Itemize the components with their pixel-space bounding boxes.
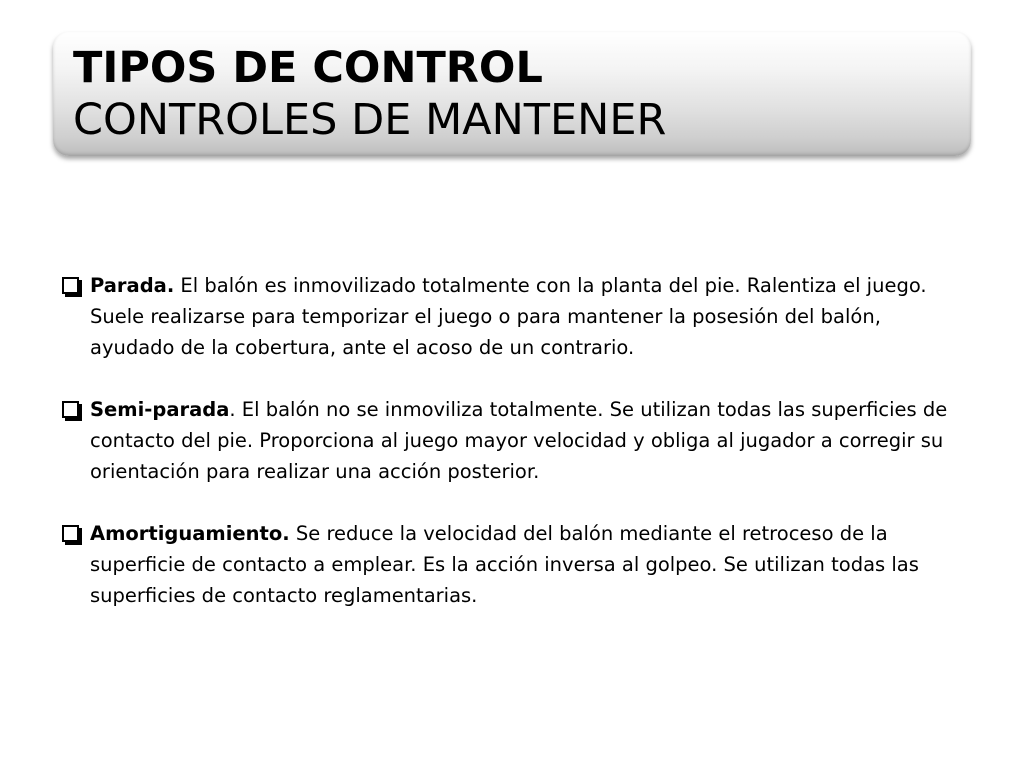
square-bullet-icon [62, 401, 79, 418]
slide-title: TIPOS DE CONTROL [73, 43, 543, 93]
list-item-semi-parada [62, 394, 962, 487]
title-banner [53, 32, 971, 156]
list-item-parada [62, 270, 962, 363]
square-bullet-icon [62, 277, 79, 294]
square-bullet-icon [62, 525, 79, 542]
bullet-term: Semi-parada [90, 398, 230, 421]
bullet-text: El balón es inmovilizado totalmente con la planta del pie. Ralentiza el juego. Suele realizarse para temporizar el juego o para mantener la posesión del balón, ayudado de la cobertura, ante el acoso de un contrario. [90, 274, 927, 359]
bullet-term: Parada. [90, 274, 175, 297]
bullet-text: . El balón no se inmoviliza totalmente. Se utilizan todas las superficies de contacto del pie. Proporciona al juego mayor velocidad y obliga al jugador a corregir su orientación para realizar una acción posterior. [90, 398, 948, 483]
list-item-amortiguamiento [62, 518, 962, 611]
bullet-text: Se reduce la velocidad del balón mediante el retroceso de la superficie de contacto a emplear. Es la acción inversa al golpeo. Se utilizan todas las superficies de contacto reglamentarias. [90, 522, 919, 607]
bullet-term: Amortiguamiento. [90, 522, 290, 545]
bullet-list [62, 270, 962, 642]
slide-subtitle: CONTROLES DE MANTENER [73, 95, 667, 145]
